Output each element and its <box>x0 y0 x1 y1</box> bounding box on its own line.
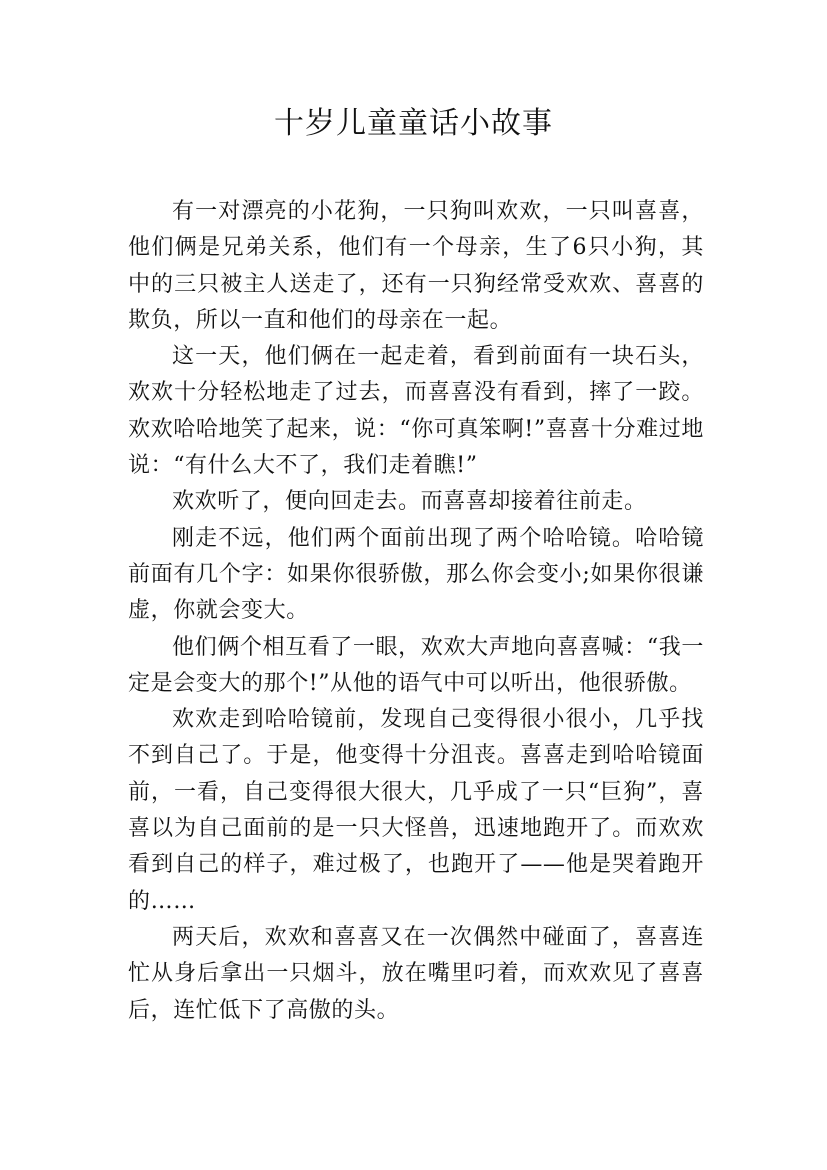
paragraph-3: 欢欢听了，便向回走去。而喜喜却接着往前走。 <box>172 489 647 515</box>
paragraph-1: 有一对漂亮的小花狗，一只狗叫欢欢，一只叫喜喜，他们俩是兄弟关系，他们有一个母亲，生了6只小狗，其中的三只被主人送走了，还有一只狗经常受欢欢、喜喜的欺负，所以一直和他们的母亲在一起。 <box>128 199 704 333</box>
paragraph-6: 欢欢走到哈哈镜前，发现自己变得很小很小，几乎找不到自己了。于是，他变得十分沮丧。喜喜走到哈哈镜面前，一看，自己变得很大很大，几乎成了一只“巨狗”，喜喜以为自己面前的是一只大怪兽，迅速地跑开了。而欢欢看到自己的样子，难过极了，也跑开了——他是哭着跑开的…… <box>128 707 704 914</box>
document-title: 十岁儿童童话小故事 <box>274 106 553 141</box>
paragraph-5: 他们俩个相互看了一眼，欢欢大声地向喜喜喊：“我一定是会变大的那个!”从他的语气中可以听出，他很骄傲。 <box>128 634 704 696</box>
story-body <box>128 194 704 1029</box>
paragraph-4: 刚走不远，他们两个面前出现了两个哈哈镜。哈哈镜前面有几个字：如果你很骄傲，那么你会变小;如果你很谦虚，你就会变大。 <box>128 525 704 624</box>
paragraph-7: 两天后，欢欢和喜喜又在一次偶然中碰面了，喜喜连忙从身后拿出一只烟斗，放在嘴里叼着，而欢欢见了喜喜后，连忙低下了高傲的头。 <box>128 924 704 1023</box>
paragraph-2: 这一天，他们俩在一起走着，看到前面有一块石头，欢欢十分轻松地走了过去，而喜喜没有看到，摔了一跤。欢欢哈哈地笑了起来，说：“你可真笨啊!”喜喜十分难过地说：“有什么大不了，我们走着瞧!” <box>128 344 704 479</box>
